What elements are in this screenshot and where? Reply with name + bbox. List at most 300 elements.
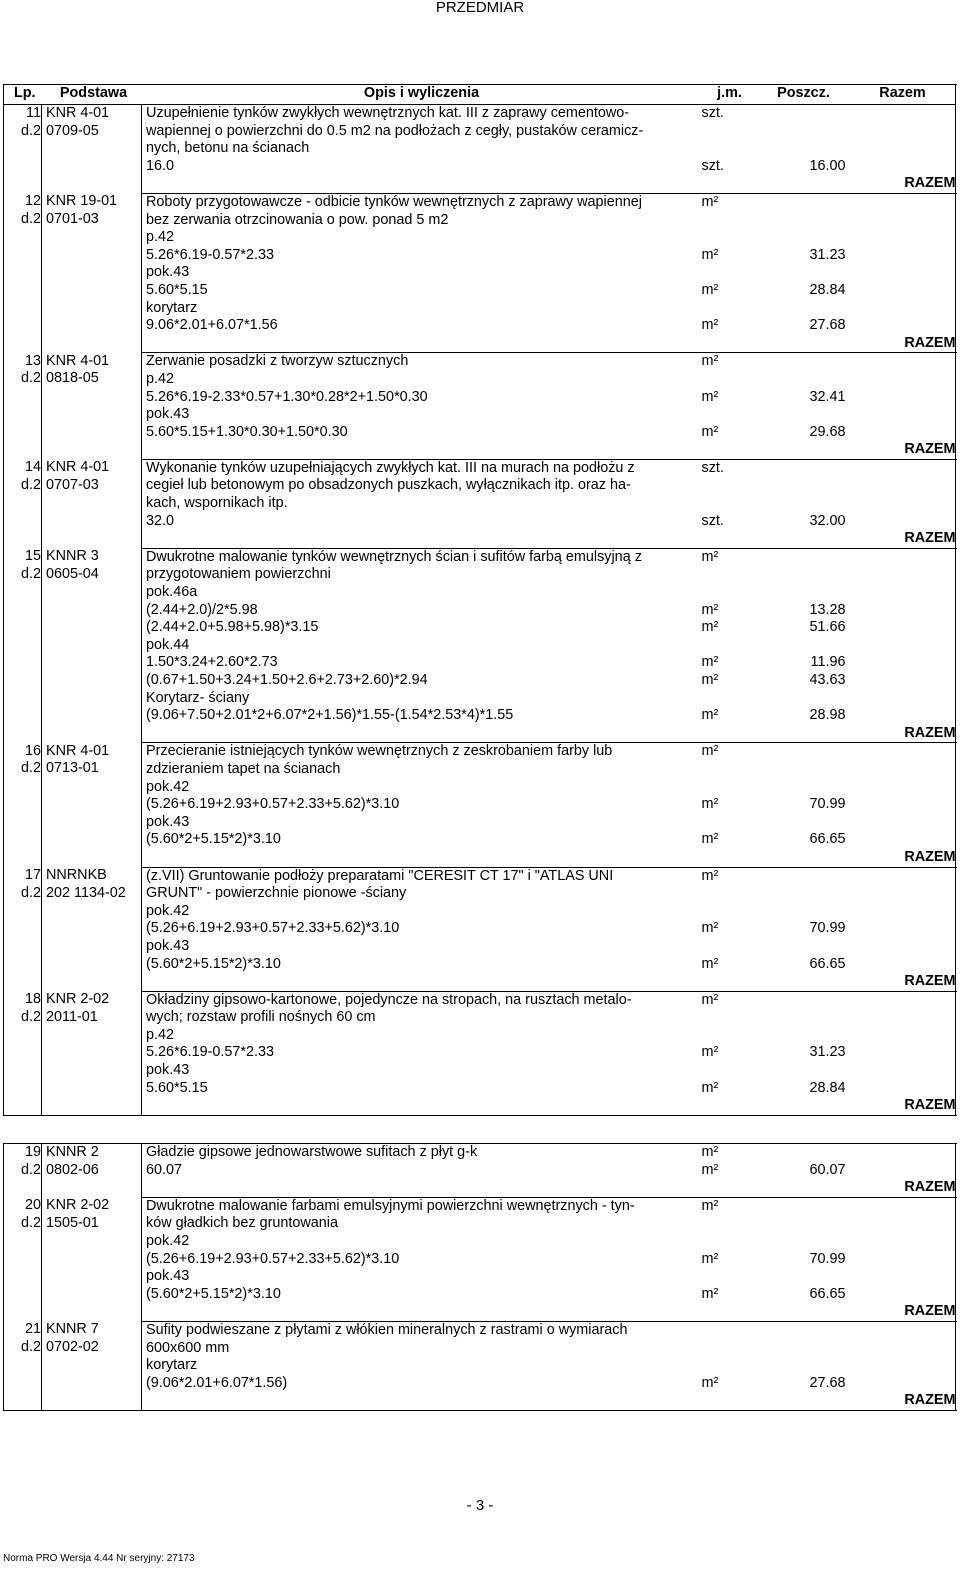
item-description: Dwukrotne malowanie tynków wewnętrznych ścian i sufitów farbą emulsyjną z [146,548,642,565]
calc-expression: (5.60*2+5.15*2)*3.10 [146,831,281,848]
item-description: Gładzie gipsowe jednowarstwowe sufitach z płyt g-k [146,1144,478,1160]
table-row [4,1340,956,1358]
sum-value [846,548,956,566]
sum-value [846,602,956,620]
table-row [4,867,956,885]
table-row [4,1321,956,1339]
table-row [4,353,956,371]
calc-expression: pok.42 [146,778,190,795]
item-description: bez zerwania otrzcinowania o pow. ponad 5 m2 [146,211,449,228]
partial-value [758,1340,846,1358]
table-row [4,654,956,672]
software-footer: Norma PRO Wersja 4.44 Nr seryjny: 27173 [3,1553,195,1564]
item-number: 21 [24,1321,41,1338]
partial-value: 31.23 [809,1044,846,1061]
item-base [42,459,142,548]
calc-expression: 5.60*5.15 [146,1079,208,1096]
partial-value [758,193,846,211]
sum-value [846,282,956,300]
sum-value [846,1321,956,1339]
table-row [4,1375,956,1393]
calc-expression: (2.44+2.0)/2*5.98 [146,601,258,618]
item-description: kach, wspornikach itp. [146,495,288,512]
sum-value [846,123,956,141]
col-header-sum: Razem [846,85,956,105]
partial-value: 13.28 [809,601,846,618]
item-description: wapiennej o powierzchni do 0.5 m2 na podłożach z cegły, pustaków ceramicz- [146,122,644,139]
partial-value [758,459,846,477]
sum-value [846,477,956,495]
partial-value: 66.65 [809,1285,846,1302]
item-description: Uzupełnienie tynków zwykłych wewnętrznych kat. III z zaprawy cementowo- [146,105,630,121]
table-row [4,140,956,158]
table-row [4,389,956,407]
unit [698,229,758,247]
partial-value [758,495,846,513]
document-header: PRZEDMIAR [435,0,525,16]
partial-value: 60.07 [809,1161,846,1178]
item-section: d.2 [20,1339,41,1356]
sum-value [846,867,956,885]
item-description: wych; rozstaw profili nośnych 60 cm [146,1009,376,1026]
unit: m² [701,867,719,884]
unit: m² [701,281,719,298]
item-description: Okładziny gipsowo-kartonowe, pojedyncze na stropach, na rusztach metalo- [146,991,632,1008]
partial-value: 70.99 [809,1250,846,1267]
table-row [4,956,956,974]
razem-row [4,1179,956,1197]
unit [698,938,758,956]
item-base [42,867,142,991]
calc-expression: (5.26+6.19+2.93+0.57+2.33+5.62)*3.10 [146,796,400,813]
partial-value [758,1027,846,1045]
razem-spacer [142,530,758,548]
calc-expression: (5.60*2+5.15*2)*3.10 [146,955,281,972]
calc-expression: 5.26*6.19-0.57*2.33 [146,1044,275,1061]
partial-value: 70.99 [809,920,846,937]
calc-expression: pok.43 [146,264,190,281]
razem-row [4,175,956,193]
item-section: d.2 [20,1008,41,1025]
unit: m² [701,1197,719,1214]
razem-spacer [142,1303,758,1321]
table-row [4,495,956,513]
sum-value [846,140,956,158]
partial-value: 29.68 [809,423,846,440]
unit: m² [701,388,719,405]
table-row [4,707,956,725]
table-row [4,1144,956,1162]
partial-value [758,1009,846,1027]
base-position: 0713-01 [46,760,99,777]
sum-value [846,796,956,814]
item-lp [4,867,42,991]
table-row [4,1357,956,1375]
unit [698,264,758,282]
unit [698,1233,758,1251]
table-row [4,885,956,903]
partial-value [758,885,846,903]
sum-value [846,761,956,779]
sum-value [846,1144,956,1162]
unit: m² [701,920,719,937]
calc-expression: 5.26*6.19-0.57*2.33 [146,246,275,263]
partial-value [758,903,846,921]
item-description: nych, betonu na ścianach [146,140,310,157]
unit [698,1321,758,1339]
item-description: ków gładkich bez gruntowania [146,1215,338,1232]
sum-value [846,654,956,672]
item-description: Wykonanie tynków uzupełniających zwykłych kat. III na murach na podłożu z [146,459,635,476]
unit: m² [701,1161,719,1178]
calc-expression: 60.07 [146,1161,183,1178]
partial-value: 28.98 [809,707,846,724]
razem-spacer [142,335,758,353]
estimate-table-continued [3,1143,956,1411]
calc-expression: pok.43 [146,406,190,423]
unit: m² [701,743,719,760]
item-number: 19 [24,1144,41,1160]
item-lp [4,1144,42,1198]
item-section: d.2 [20,884,41,901]
sum-value [846,229,956,247]
razem-label: RAZEM [758,725,956,743]
unit [698,1215,758,1233]
sum-value [846,903,956,921]
sum-value [846,1009,956,1027]
unit: szt. [701,512,724,529]
partial-value [758,1268,846,1286]
table-row [4,761,956,779]
table-row [4,637,956,655]
table-row [4,477,956,495]
razem-label: RAZEM [758,849,956,867]
partial-value [758,637,846,655]
partial-value [758,123,846,141]
base-position: 1505-01 [46,1214,99,1231]
partial-value: 27.68 [809,317,846,334]
partial-value: 70.99 [809,796,846,813]
partial-value [758,761,846,779]
item-description: Zerwanie posadzki z tworzyw sztucznych [146,353,409,370]
calc-expression: 5.26*6.19-2.33*0.57+1.30*0.28*2+1.50*0.30 [146,388,428,405]
unit [698,140,758,158]
sum-value [846,885,956,903]
base-position: 2011-01 [46,1008,98,1025]
base-catalog: KNR 2-02 [46,991,110,1008]
table-row [4,602,956,620]
sum-value [846,389,956,407]
calc-expression: 9.06*2.01+6.07*1.56 [146,317,278,334]
table-row [4,459,956,477]
item-description: cegieł lub betonowym po obsadzonych puszkach, wyłącznikach itp. oraz ha- [146,477,631,494]
sum-value [846,1251,956,1269]
sum-value [846,779,956,797]
table-row [4,991,956,1009]
sum-value [846,513,956,531]
calc-expression: pok.44 [146,636,190,653]
table-row [4,1080,956,1098]
sum-value [846,584,956,602]
partial-value [758,867,846,885]
unit: m² [701,619,719,636]
sum-value [846,371,956,389]
calc-expression: pok.46a [146,584,198,601]
item-number: 12 [24,193,41,210]
sum-value [846,637,956,655]
sum-value [846,158,956,176]
sum-value [846,831,956,849]
unit: m² [701,831,719,848]
item-section: d.2 [20,1161,41,1178]
base-catalog: KNNR 2 [46,1144,99,1160]
calc-expression: p.42 [146,370,175,387]
sum-value [846,956,956,974]
unit: m² [701,796,719,813]
sum-value [846,1027,956,1045]
partial-value [758,353,846,371]
item-base [42,548,142,743]
razem-label: RAZEM [758,973,956,991]
table-row [4,548,956,566]
unit [698,371,758,389]
calc-expression: pok.43 [146,1062,190,1079]
calc-expression: (2.44+2.0+5.98+5.98)*3.15 [146,619,319,636]
col-header-lp: Lp. [4,85,42,105]
calc-expression: korytarz [146,299,198,316]
unit: m² [701,423,719,440]
razem-row [4,973,956,991]
partial-value [758,300,846,318]
table-row [4,317,956,335]
base-catalog: KNR 4-01 [46,352,110,369]
item-number: 16 [24,742,41,759]
unit: szt. [701,157,724,174]
partial-value: 32.00 [809,512,846,529]
page-number: - 3 - [466,1497,494,1514]
base-catalog: NNRNKB [46,867,107,884]
table-row [4,566,956,584]
table-row [4,1044,956,1062]
unit: m² [701,1144,719,1160]
razem-row [4,335,956,353]
item-base [42,1197,142,1321]
partial-value: 31.23 [809,246,846,263]
partial-value: 16.00 [809,157,846,174]
item-base [42,105,142,194]
sum-value [846,353,956,371]
col-header-base: Podstawa [42,85,142,105]
table-row [4,920,956,938]
base-position: 0709-05 [46,122,99,139]
table-row [4,282,956,300]
item-lp [4,743,42,867]
razem-spacer [142,973,758,991]
razem-label: RAZEM [758,530,956,548]
table-row [4,1251,956,1269]
sum-value [846,1375,956,1393]
razem-row [4,530,956,548]
unit: m² [701,707,719,724]
calc-expression: 5.60*5.15 [146,281,208,298]
item-description: Przecieranie istniejących tynków wewnętrznych z zeskrobaniem farby lub [146,743,613,760]
item-number: 14 [24,459,41,476]
sum-value [846,264,956,282]
partial-value [758,548,846,566]
col-header-desc: Opis i wyliczenia [142,85,698,105]
col-header-pos: Poszcz. [758,85,846,105]
table-row [4,1162,956,1180]
razem-label: RAZEM [758,1179,956,1197]
razem-row [4,1303,956,1321]
estimate-table [3,84,956,1116]
table-row [4,619,956,637]
col-header-jm: j.m. [698,85,758,105]
sum-value [846,991,956,1009]
calc-expression: (9.06+7.50+2.01*2+6.07*2+1.56)*1.55-(1.54*2.53*4)*1.55 [146,707,514,724]
razem-spacer [142,175,758,193]
base-catalog: KNR 4-01 [46,742,110,759]
calc-expression: pok.42 [146,902,190,919]
partial-value: 11.96 [810,654,846,671]
item-number: 15 [24,548,41,565]
partial-value [758,1062,846,1080]
razem-spacer [142,1097,758,1115]
item-section: d.2 [20,476,41,493]
item-section: d.2 [20,760,41,777]
partial-value [758,1233,846,1251]
calc-expression: (5.60*2+5.15*2)*3.10 [146,1285,281,1302]
table-row [4,1268,956,1286]
item-number: 18 [24,991,41,1008]
table-row [4,406,956,424]
item-base [42,1144,142,1198]
table-row [4,123,956,141]
item-lp [4,193,42,352]
base-position: 0605-04 [46,565,99,582]
table-row [4,814,956,832]
item-description: zdzieraniem tapet na ścianach [146,760,341,777]
sum-value [846,1357,956,1375]
razem-label: RAZEM [758,1303,956,1321]
unit: szt. [701,459,724,476]
calc-expression: 32.0 [146,512,175,529]
razem-spacer [142,725,758,743]
sum-value [846,566,956,584]
partial-value: 32.41 [809,388,846,405]
razem-label: RAZEM [758,1097,956,1115]
item-description: GRUNT" - powierzchnie pionowe -ściany [146,885,407,902]
table-row [4,1197,956,1215]
item-lp [4,1197,42,1321]
calc-expression: 16.0 [146,157,175,174]
sum-value [846,1080,956,1098]
item-description: Sufity podwieszane z płytami z włókien mineralnych z rastrami o wymiarach [146,1321,628,1338]
base-catalog: KNR 19-01 [46,193,118,210]
razem-spacer [142,849,758,867]
table-row [4,300,956,318]
calc-expression: korytarz [146,1357,198,1374]
table-row [4,1286,956,1304]
unit [698,1268,758,1286]
item-description: przygotowaniem powierzchni [146,566,331,583]
razem-row [4,1097,956,1115]
unit [698,1340,758,1358]
table-row [4,513,956,531]
item-base [42,353,142,460]
partial-value: 51.66 [809,619,846,636]
item-description: Roboty przygotowawcze - odbicie tynków wewnętrznych z zaprawy wapiennej [146,193,642,210]
table-row [4,584,956,602]
unit [698,1357,758,1375]
unit: m² [701,353,719,370]
item-section: d.2 [20,211,41,228]
unit: m² [701,991,719,1008]
sum-value [846,406,956,424]
table-row [4,779,956,797]
table-header-row [4,85,956,105]
razem-row [4,1392,956,1410]
base-catalog: KNR 4-01 [46,105,110,121]
partial-value [758,1144,846,1162]
sum-value [846,1197,956,1215]
unit [698,123,758,141]
unit: m² [701,601,719,618]
item-section: d.2 [20,565,41,582]
unit [698,637,758,655]
sum-value [846,707,956,725]
base-position: 0818-05 [46,370,99,387]
sum-value [846,619,956,637]
item-section: d.2 [20,122,41,139]
item-description: Dwukrotne malowanie farbami emulsyjnymi powierzchni wewnętrznych - tyn- [146,1197,635,1214]
table-row [4,158,956,176]
sum-value [846,1268,956,1286]
calc-expression: (9.06*2.01+6.07*1.56) [146,1374,288,1391]
sum-value [846,938,956,956]
unit [698,495,758,513]
partial-value: 28.84 [809,281,846,298]
partial-value [758,814,846,832]
unit: m² [701,654,719,671]
partial-value [758,690,846,708]
unit [698,584,758,602]
table-row [4,1062,956,1080]
unit [698,903,758,921]
calc-expression: (0.67+1.50+3.24+1.50+2.6+2.73+2.60)*2.94 [146,672,428,688]
unit [698,761,758,779]
partial-value [758,371,846,389]
calc-expression: pok.43 [146,1268,190,1285]
sum-value [846,212,956,230]
table-row [4,371,956,389]
unit: m² [701,193,719,210]
base-position: 202 1134-02 [46,884,126,901]
unit [698,779,758,797]
item-description: (z.VII) Gruntowanie podłoży preparatami "CERESIT CT 17" i "ATLAS UNI [146,867,614,884]
unit [698,406,758,424]
calc-expression: pok.43 [146,937,190,954]
unit: m² [701,1374,719,1391]
razem-spacer [142,441,758,459]
razem-label: RAZEM [758,175,956,193]
base-catalog: KNR 4-01 [46,459,110,476]
unit: m² [701,1250,719,1267]
item-base [42,991,142,1115]
sum-value [846,247,956,265]
item-lp [4,991,42,1115]
unit: m² [701,672,719,688]
